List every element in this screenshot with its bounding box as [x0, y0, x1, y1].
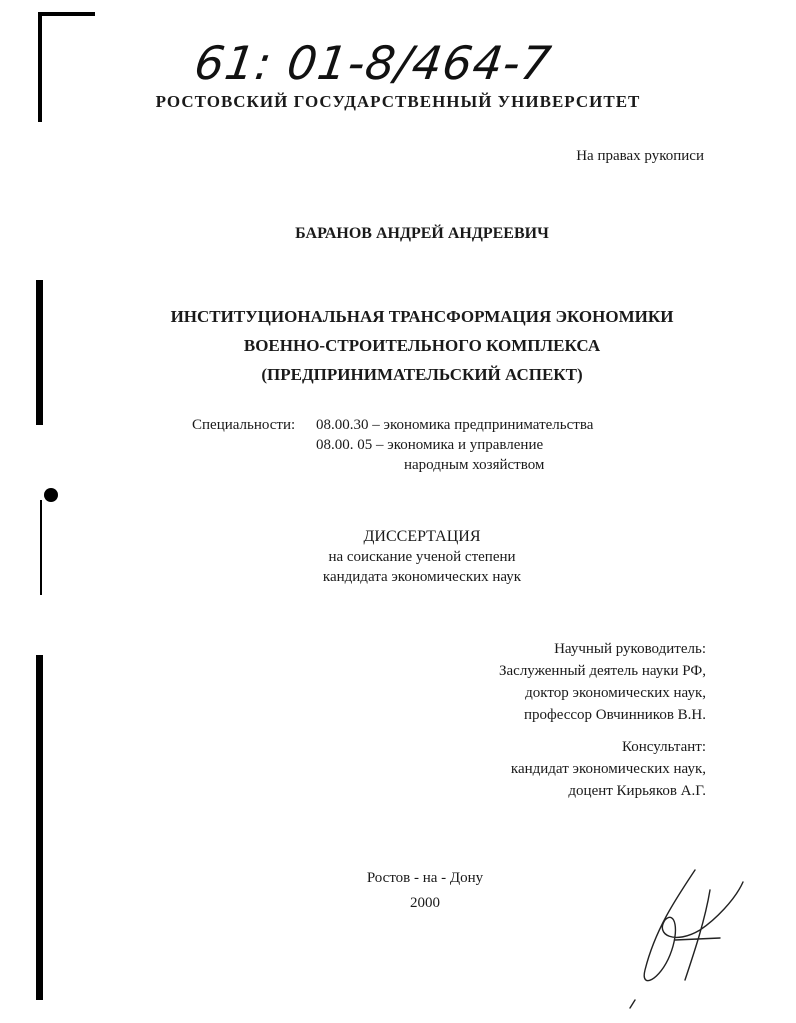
supervisor-line: доктор экономических наук,	[525, 685, 706, 701]
title-line: ВОЕННО-СТРОИТЕЛЬНОГО КОМПЛЕКСА	[243, 336, 601, 355]
supervisor-line: Заслуженный деятель науки РФ,	[498, 663, 706, 679]
supervisor-label: Научный руководитель:	[554, 641, 706, 657]
dissertation-degree-line: кандидата экономических наук	[322, 569, 522, 585]
title-line: ИНСТИТУЦИОНАЛЬНАЯ ТРАНСФОРМАЦИЯ ЭКОНОМИКИ	[170, 307, 674, 326]
author-name: БАРАНОВ АНДРЕЙ АНДРЕЕВИЧ	[295, 225, 549, 242]
specialty-line: 08.00. 05 – экономика и управление	[316, 437, 544, 453]
specialties-label: Специальности:	[192, 417, 296, 433]
dissertation-block	[0, 527, 796, 587]
rights-note: На правах рукописи	[576, 148, 704, 164]
city: Ростов - на - Дону	[366, 870, 484, 886]
title-line: (ПРЕДПРИНИМАТЕЛЬСКИЙ АСПЕКТ)	[261, 365, 583, 384]
dissertation-heading: ДИССЕРТАЦИЯ	[363, 528, 481, 545]
specialty-line: народным хозяйством	[404, 457, 545, 473]
dissertation-degree-line: на соискание ученой степени	[328, 549, 516, 565]
consultant-block	[511, 736, 706, 802]
consultant-label: Консультант:	[622, 739, 706, 755]
scan-edge-mark-top	[40, 12, 95, 16]
archive-code: 61: 01-8/464-7	[191, 36, 556, 90]
supervisor-line: профессор Овчинников В.Н.	[523, 707, 706, 723]
year: 2000	[410, 895, 440, 911]
supervisor-block	[499, 638, 706, 726]
scan-hole-punch	[44, 488, 58, 502]
university-name: РОСТОВСКИЙ ГОСУДАРСТВЕННЫЙ УНИВЕРСИТЕТ	[155, 92, 641, 111]
specialty-line: 08.00.30 – экономика предпринимательства	[316, 417, 594, 433]
consultant-line: доцент Кирьяков А.Г.	[568, 783, 706, 799]
scan-edge-mark-left-bottom	[36, 655, 43, 1000]
dissertation-title	[0, 302, 796, 389]
signature-scribble	[615, 860, 755, 1010]
consultant-line: кандидат экономических наук,	[510, 761, 706, 777]
